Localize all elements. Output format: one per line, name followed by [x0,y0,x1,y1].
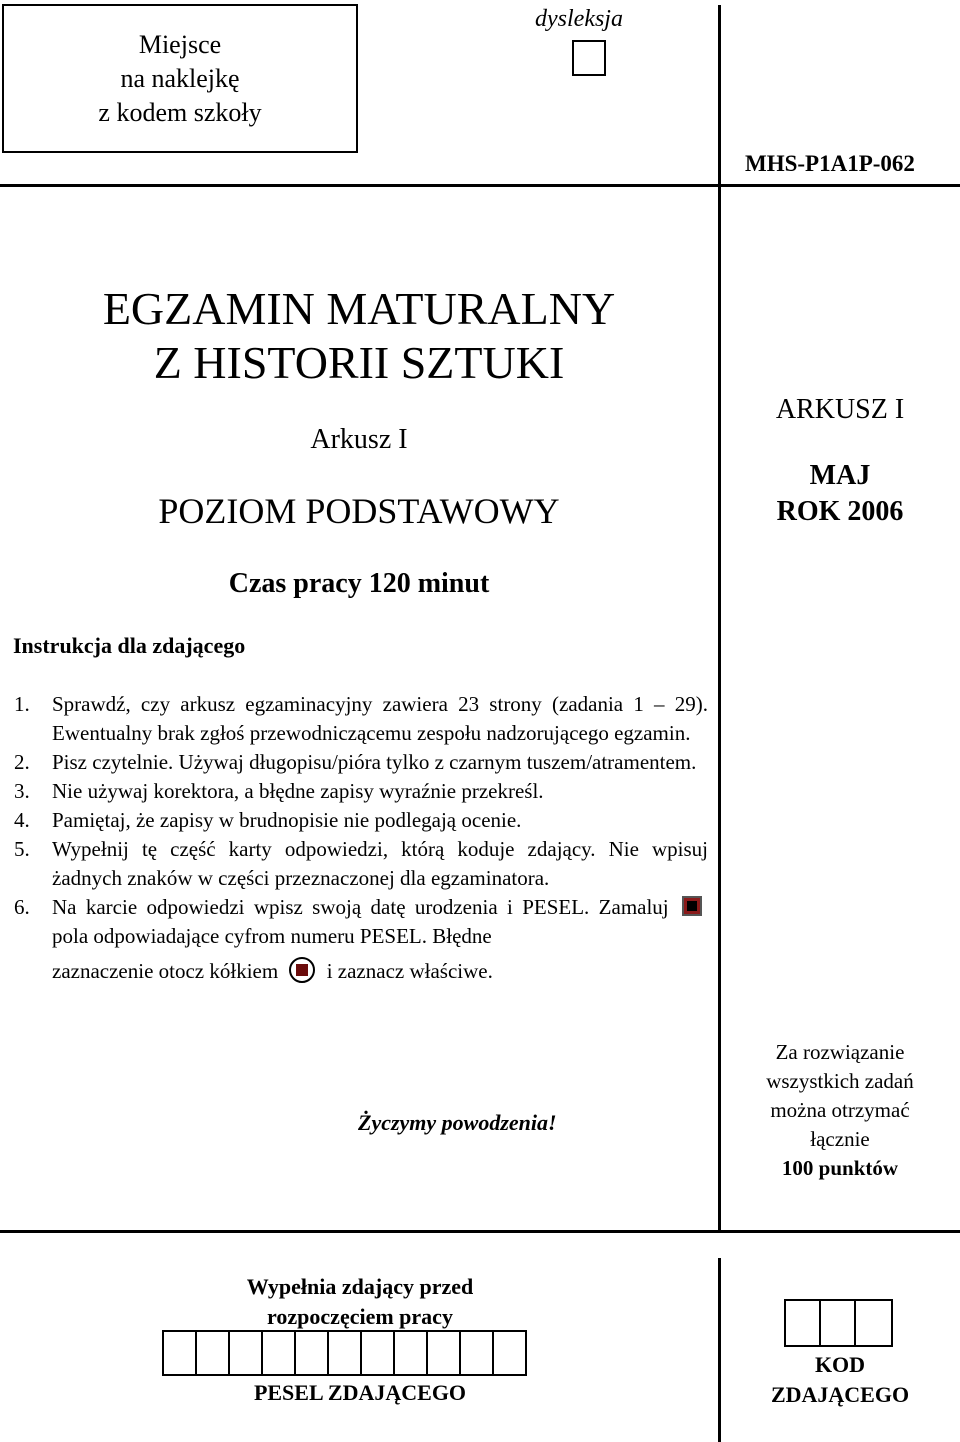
student-code-input-grid[interactable] [784,1299,893,1347]
exam-year: ROK 2006 [776,496,904,527]
instruction-number: 4. [14,808,30,832]
fill-instruction-line: Wypełnia zdający przed [246,1274,474,1299]
sticker-line: Miejsce [138,29,222,59]
exam-title-line2: Z HISTORII SZTUKI [153,337,565,388]
dyslexia-label: dysleksja [535,6,623,32]
exam-code: MHS-P1A1P-062 [745,151,915,176]
instruction-text: Pisz czytelnie. Używaj długopisu/pióra tylko z czarnym tuszem/atramentem. [52,750,697,774]
horizontal-divider-bottom [0,1230,960,1233]
pesel-digit-cell[interactable] [329,1332,362,1374]
instruction-text: Nie używaj korektora, a błędne zapisy wyraźnie przekreśl. [52,779,544,803]
exam-month: MAJ [809,460,871,491]
instruction-text: Sprawdź, czy arkusz egzaminacyjny zawiera 23 strony (zadania 1 – 29). Ewentualny brak zgłoś przewodniczącemu zespołu nadzorującego egzamin. [52,692,708,745]
instruction-item [14,893,708,991]
pesel-digit-cell[interactable] [494,1332,525,1374]
points-note-line: można otrzymać [770,1098,910,1122]
good-luck-message: Życzymy powodzenia! [358,1110,557,1135]
fill-instruction [160,1272,560,1332]
pesel-digit-cell[interactable] [197,1332,230,1374]
points-note [722,1038,958,1183]
pesel-input-grid[interactable] [162,1330,527,1376]
instruction-text-part: zaznaczenie otocz kółkiem [52,959,279,983]
filled-square-icon [682,896,702,916]
points-total: 100 punktów [781,1156,899,1180]
instruction-text: Wypełnij tę część karty odpowiedzi, którą koduje zdający. Nie wpisuj żadnych znaków w części przeznaczonej dla egzaminatora. [52,837,708,890]
code-digit-cell[interactable] [856,1301,891,1345]
instruction-item [14,835,708,893]
school-code-sticker-box [2,4,358,153]
student-code-label-line: KOD [814,1352,866,1377]
instruction-number: 6. [14,895,30,919]
pesel-digit-cell[interactable] [428,1332,461,1374]
pesel-digit-cell[interactable] [164,1332,197,1374]
pesel-digit-cell[interactable] [461,1332,494,1374]
sticker-line: na naklejkę [120,63,240,93]
points-note-line: łącznie [810,1127,870,1151]
instruction-number: 3. [14,779,30,803]
instruction-number: 2. [14,750,30,774]
exam-title-line1: EGZAMIN MATURALNY [102,283,616,334]
sticker-line: z kodem szkoły [98,97,262,127]
pesel-digit-cell[interactable] [263,1332,296,1374]
instruction-item [14,690,708,748]
points-note-line: Za rozwiązanie [775,1040,905,1064]
instruction-item [14,777,708,806]
pesel-digit-cell[interactable] [395,1332,428,1374]
vertical-divider-bottom [718,1258,721,1442]
instruction-item [14,748,708,777]
instruction-text-part: Na karcie odpowiedzi wpisz swoją datę urodzenia i PESEL. Zamaluj [52,895,669,919]
duration-label: Czas pracy 120 minut [228,568,490,599]
instruction-number: 1. [14,692,30,716]
code-digit-cell[interactable] [786,1301,821,1345]
pesel-digit-cell[interactable] [230,1332,263,1374]
instruction-number: 5. [14,837,30,861]
pesel-digit-cell[interactable] [296,1332,329,1374]
instruction-text-part: i zaznacz właściwe. [326,959,493,983]
instruction-text-part: pola odpowiadające cyfrom numeru PESEL. Błędne [52,924,492,948]
code-digit-cell[interactable] [821,1301,856,1345]
instruction-item [14,806,708,835]
fill-instruction-line: rozpoczęciem pracy [267,1304,453,1329]
instructions-title: Instrukcja dla zdającego [13,633,246,658]
instruction-text [52,893,708,991]
sheet-label: Arkusz I [310,424,408,455]
instructions-list [14,690,708,991]
student-code-label [722,1350,958,1410]
instruction-text: Pamiętaj, że zapisy w brudnopisie nie podlegają ocenie. [52,808,522,832]
horizontal-divider-top [0,184,960,187]
student-code-label-line: ZDAJĄCEGO [770,1382,910,1407]
dyslexia-checkbox[interactable] [572,40,606,76]
points-note-line: wszystkich zadań [766,1069,914,1093]
level-label: POZIOM PODSTAWOWY [158,491,560,531]
circled-square-icon [289,957,315,983]
pesel-digit-cell[interactable] [362,1332,395,1374]
right-sheet-label: ARKUSZ I [775,394,905,425]
vertical-divider [718,5,721,1230]
pesel-label: PESEL ZDAJĄCEGO [253,1380,467,1405]
